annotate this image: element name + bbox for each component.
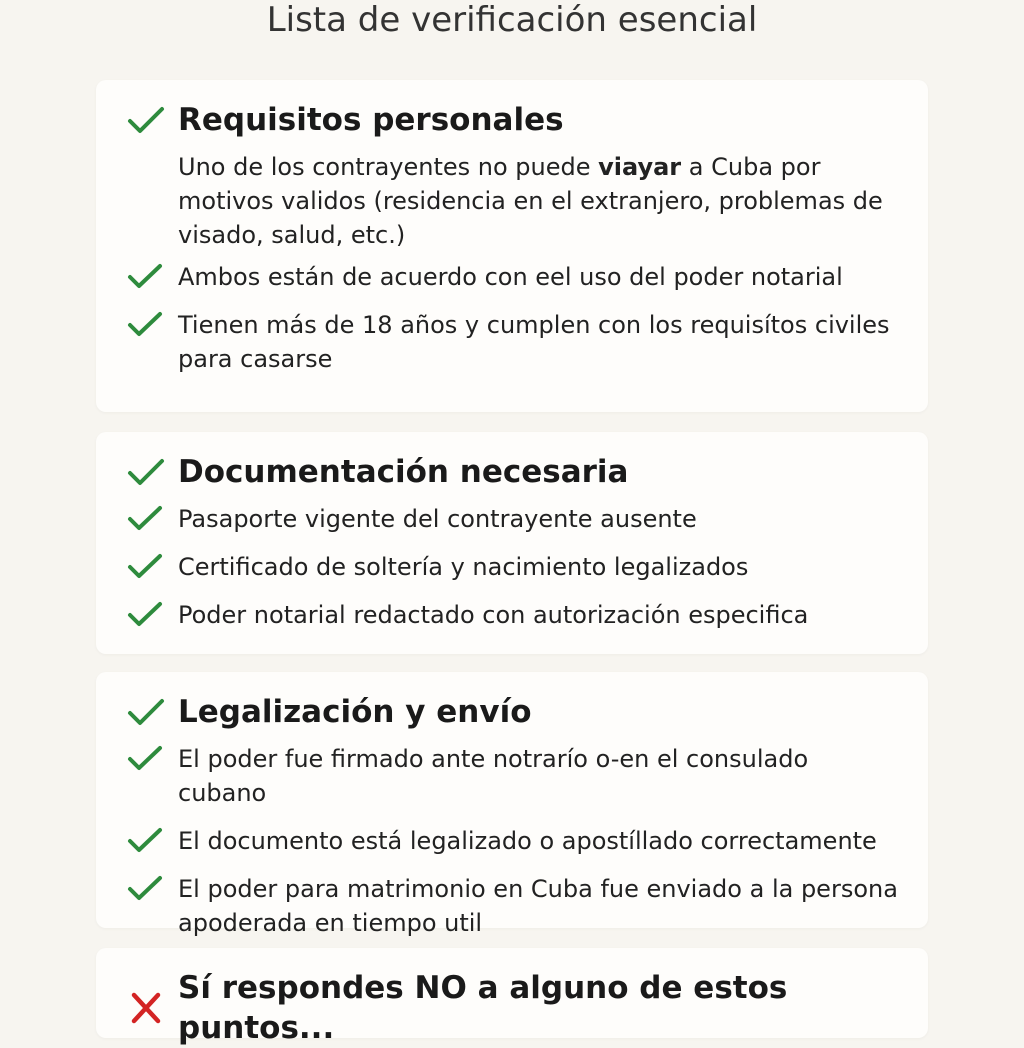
check-icon [126, 103, 166, 137]
list-item-text: Ambos están de acuerdo con eel uso del poder notarial [178, 263, 843, 291]
list-item-text: Tienen más de 18 años y cumplen con los requisítos civiles para casarse [178, 311, 890, 373]
section-heading-text: Legalización y envío [178, 694, 532, 730]
list-item-text: El poder para matrimonio en Cuba fue enviado a la persona apoderada en tiempo util [178, 875, 898, 937]
check-icon [126, 826, 166, 856]
section-legalizacion-envio [96, 672, 928, 937]
list-item [126, 550, 898, 584]
check-icon [126, 455, 166, 489]
check-icon [126, 744, 166, 774]
check-icon [126, 310, 166, 340]
list-item-text: Pasaporte vigente del contrayente ausente [178, 505, 697, 533]
section-intro: Uno de los contrayentes no puede viayar a Cuba por motivos validos (residencia en el extranjero, problemas de visado, salud, etc.) [178, 153, 883, 249]
check-icon [126, 262, 166, 292]
list-item [126, 598, 898, 632]
section-heading [126, 968, 898, 1048]
cross-icon [126, 991, 166, 1025]
check-icon [126, 552, 166, 582]
section-warning [96, 948, 928, 1046]
section-heading-text: Sí respondes NO a alguno de estos puntos... [178, 970, 788, 1046]
list-item [126, 824, 898, 858]
section-heading [126, 692, 898, 732]
section-heading-text: Documentación necesaria [178, 454, 629, 490]
list-item-text: Poder notarial redactado con autorización especifica [178, 601, 809, 629]
list-item [126, 742, 898, 810]
list-item-text: El documento está legalizado o apostíllado correctamente [178, 827, 877, 855]
section-documentacion-necesaria [96, 432, 928, 654]
check-icon [126, 600, 166, 630]
page-title: Lista de verificación esencial [266, 0, 758, 40]
list-item-text: Certificado de soltería y nacimiento legalizados [178, 553, 749, 581]
section-requisitos-personales [96, 80, 928, 412]
check-icon [126, 504, 166, 534]
list-item [126, 260, 898, 294]
list-item [126, 502, 898, 536]
list-item [126, 308, 898, 376]
section-heading [126, 452, 898, 492]
check-icon [126, 695, 166, 729]
list-item [126, 872, 898, 940]
check-icon [126, 874, 166, 904]
section-heading-text: Requisitos personales [178, 102, 564, 138]
list-item-text: El poder fue firmado ante notrarío o-en el consulado cubano [178, 745, 809, 807]
section-heading [126, 100, 898, 140]
